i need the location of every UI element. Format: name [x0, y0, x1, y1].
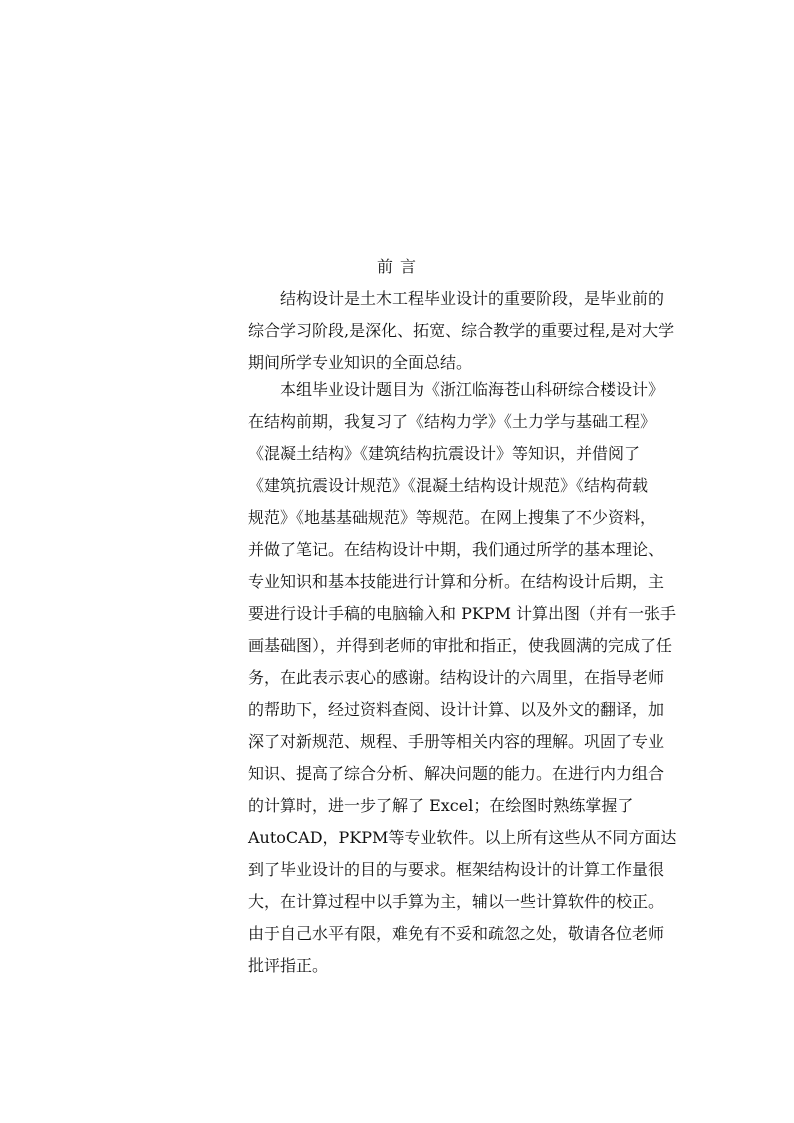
paragraph-line: 深了对新规范、规程、手册等相关内容的理解。巩固了专业 — [248, 732, 665, 751]
paragraph-line: 的计算时，进一步了解了 Excel；在绘图时熟练掌握了 — [248, 796, 634, 815]
paragraph-line: 由于自己水平有限，难免有不妥和疏忽之处，敬请各位老师 — [248, 924, 665, 943]
paragraph-line: 画基础图），并得到老师的审批和指正，使我圆满的完成了任 — [248, 636, 673, 655]
paragraph-line: AutoCAD，PKPM等专业软件。以上所有这些从不同方面达 — [248, 828, 677, 847]
paragraph-line: 并做了笔记。在结构设计中期，我们通过所学的基本理论、 — [248, 540, 665, 559]
paragraph-line: 的帮助下，经过资料查阅、设计计算、以及外文的翻译，加 — [248, 700, 665, 719]
paragraph-line: 批评指正。 — [248, 956, 329, 975]
paragraph-line: 大，在计算过程中以手算为主，辅以一些计算软件的校正。 — [248, 892, 665, 911]
paragraph-line: 本组毕业设计题目为《浙江临海苍山科研综合楼设计》 — [280, 380, 665, 399]
paragraph-line: 知识、提高了综合分析、解决问题的能力。在进行内力组合 — [248, 764, 665, 783]
document-title: 前 言 — [376, 257, 418, 276]
paragraph-line: 《建筑抗震设计规范》《混凝土结构设计规范》《结构荷载 — [248, 476, 649, 495]
paragraph-line: 到了毕业设计的目的与要求。框架结构设计的计算工作量很 — [248, 860, 665, 879]
paragraph-line: 结构设计是土木工程毕业设计的重要阶段，是毕业前的 — [280, 289, 665, 308]
paragraph-line: 《混凝土结构》《建筑结构抗震设计》等知识，并借阅了 — [248, 444, 641, 463]
paragraph-line: 期间所学专业知识的全面总结。 — [248, 353, 473, 372]
paragraph-line: 专业知识和基本技能进行计算和分析。在结构设计后期，主 — [248, 572, 665, 591]
paragraph-line: 综合学习阶段,是深化、拓宽、综合教学的重要过程,是对大学 — [248, 321, 675, 340]
paragraph-line: 要进行设计手稿的电脑输入和 PKPM 计算出图（并有一张手 — [248, 604, 677, 623]
paragraph-1 — [248, 283, 678, 379]
paragraph-line: 在结构前期，我复习了《结构力学》《土力学与基础工程》 — [248, 412, 657, 431]
paragraph-line: 规范》《地基基础规范》等规范。在网上搜集了不少资料， — [248, 508, 657, 527]
paragraph-line: 务，在此表示衷心的感谢。结构设计的六周里，在指导老师 — [248, 668, 665, 687]
paragraph-2 — [248, 374, 678, 982]
